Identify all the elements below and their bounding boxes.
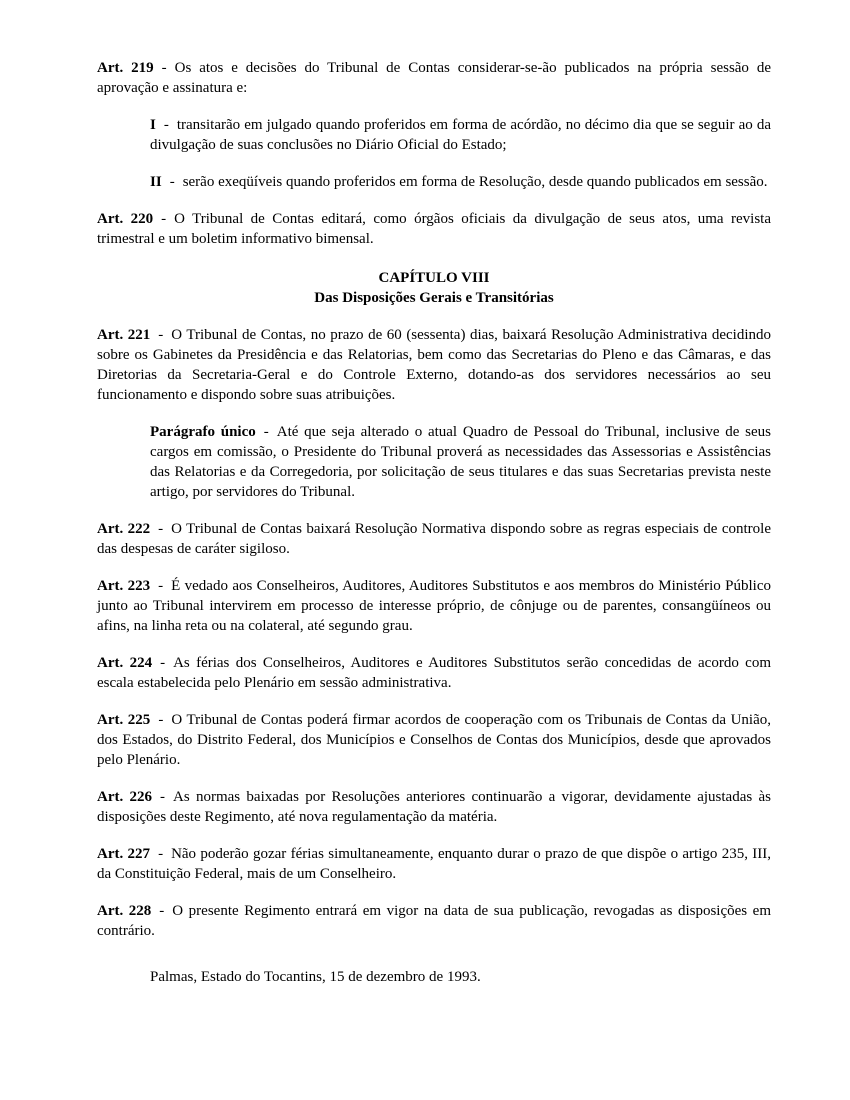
article-label: Art. 222 xyxy=(97,521,151,537)
separator: - xyxy=(160,655,166,671)
article-text: Até que seja alterado o atual Quadro de Pessoal do Tribunal, inclusive de seus cargos em comissão, o Presidente do Tribunal proverá as necessidades das Assessorias e Assistências das Relatorias e da Corregedoria, por solicitação de seus titulares e das suas Secretarias prevista neste artigo, por servidores do Tribunal. xyxy=(150,424,772,500)
article-text: O Tribunal de Contas poderá firmar acordos de cooperação com os Tribunais de Contas da União, dos Estados, do Distrito Federal, dos Municípios e Conselhos de Contas dos Municípios, desde que aprovados pelo Plenário. xyxy=(97,712,771,768)
chapter-heading xyxy=(97,268,771,308)
article-paragraph xyxy=(97,901,771,941)
article-label: Parágrafo único xyxy=(150,424,256,440)
article-paragraph xyxy=(97,710,771,770)
article-paragraph xyxy=(97,209,771,249)
chapter-subtitle: Das Disposições Gerais e Transitórias xyxy=(314,290,554,306)
closing-line: Palmas, Estado do Tocantins, 15 de dezembro de 1993. xyxy=(150,969,481,985)
article-label: Art. 225 xyxy=(97,712,151,728)
article-label: Art. 223 xyxy=(97,578,151,594)
article-paragraph xyxy=(150,172,771,192)
article-paragraph xyxy=(150,115,771,155)
article-text: Não poderão gozar férias simultaneamente, enquanto durar o prazo de que dispõe o artigo 235, III, da Constituição Federal, mais de um Conselheiro. xyxy=(97,846,771,882)
article-text: Os atos e decisões do Tribunal de Contas considerar-se-ão publicados na própria sessão de aprovação e assinatura e: xyxy=(97,60,771,96)
article-label: Art. 220 xyxy=(97,211,154,227)
article-text: É vedado aos Conselheiros, Auditores, Auditores Substitutos e aos membros do Ministério Público junto ao Tribunal intervirem em processo de interesse próprio, de cônjuge ou de parentes, consangüíneos ou afins, na linha reta ou na colateral, até segundo grau. xyxy=(97,578,771,634)
article-text: O Tribunal de Contas, no prazo de 60 (sessenta) dias, baixará Resolução Administrativa decidindo sobre os Gabinetes da Presidência e das Relatorias, bem como das Secretarias do Pleno e das Câmaras, e das Diretorias da Secretaria-Geral e do Controle Externo, dotando-as dos servidores necessários ao seu funcionamento e dispondo sobre suas atribuições. xyxy=(97,327,771,403)
article-label: Art. 221 xyxy=(97,327,151,343)
separator: - xyxy=(158,578,164,594)
article-paragraph xyxy=(97,576,771,636)
separator: - xyxy=(160,789,166,805)
article-label: II xyxy=(150,174,162,190)
article-paragraph xyxy=(97,325,771,405)
separator: - xyxy=(158,521,164,537)
article-paragraph xyxy=(97,519,771,559)
article-label: I xyxy=(150,117,156,133)
document-body xyxy=(97,58,771,987)
separator: - xyxy=(158,846,164,862)
article-paragraph xyxy=(97,653,771,693)
separator: - xyxy=(169,174,175,190)
article-paragraph xyxy=(97,844,771,884)
article-text: As férias dos Conselheiros, Auditores e Auditores Substitutos serão concedidas de acordo com escala estabelecida pelo Plenário em sessão administrativa. xyxy=(97,655,771,691)
article-text: O Tribunal de Contas baixará Resolução Normativa dispondo sobre as regras especiais de controle das despesas de caráter sigiloso. xyxy=(97,521,771,557)
article-label: Art. 227 xyxy=(97,846,151,862)
article-label: Art. 224 xyxy=(97,655,153,671)
article-text: serão exeqüíveis quando proferidos em forma de Resolução, desde quando publicados em sessão. xyxy=(182,174,768,190)
separator: - xyxy=(158,712,164,728)
chapter-title: CAPÍTULO VIII xyxy=(378,270,490,286)
article-text: O Tribunal de Contas editará, como órgãos oficiais da divulgação de seus atos, uma revista trimestral e um boletim informativo bimensal. xyxy=(97,211,771,247)
article-text: transitarão em julgado quando proferidos em forma de acórdão, no décimo dia que se seguir ao da divulgação de suas conclusões no Diário Oficial do Estado; xyxy=(150,117,771,153)
separator: - xyxy=(161,60,167,76)
article-paragraph xyxy=(97,787,771,827)
separator: - xyxy=(158,327,164,343)
separator: - xyxy=(161,211,167,227)
article-label: Art. 226 xyxy=(97,789,153,805)
article-paragraph xyxy=(97,58,771,98)
article-label: Art. 219 xyxy=(97,60,154,76)
article-text: O presente Regimento entrará em vigor na data de sua publicação, revogadas as disposições em contrário. xyxy=(97,903,771,939)
article-text: As normas baixadas por Resoluções anteriores continuarão a vigorar, devidamente ajustadas às disposições deste Regimento, até nova regulamentação da matéria. xyxy=(97,789,771,825)
separator: - xyxy=(163,117,169,133)
article-paragraph xyxy=(150,422,771,502)
separator: - xyxy=(159,903,165,919)
article-label: Art. 228 xyxy=(97,903,152,919)
separator: - xyxy=(263,424,269,440)
